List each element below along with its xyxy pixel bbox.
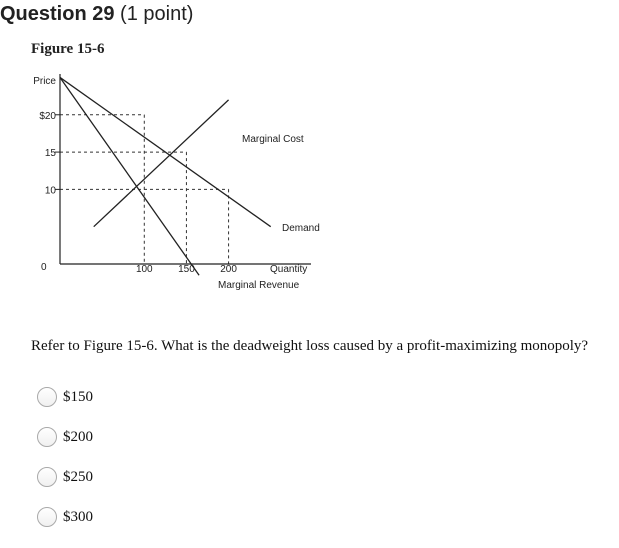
y-ticks	[39, 111, 60, 197]
question-text: Refer to Figure 15-6. What is the deadweight loss caused by a profit-maximizing monopoly?	[31, 338, 589, 354]
mr-label: Marginal Revenue	[218, 280, 300, 291]
question-points: (1 point)	[120, 3, 194, 25]
y-axis-label: Price	[33, 76, 56, 87]
marginal-revenue-curve	[60, 77, 199, 275]
x-axis-label: Quantity	[270, 264, 308, 275]
option-1[interactable]	[37, 385, 93, 409]
option-label-4: $300	[63, 508, 93, 525]
radio-button-1[interactable]	[37, 387, 57, 407]
radio-button-4[interactable]	[37, 507, 57, 527]
y-tick-label-10: 10	[44, 185, 56, 197]
demand-label: Demand	[282, 223, 320, 234]
x-tick-label-100: 100	[135, 264, 153, 275]
x-ticks	[136, 264, 237, 275]
x-tick-label-200: 200	[220, 264, 237, 275]
option-label-1: $150	[63, 388, 93, 405]
option-label-3: $250	[63, 468, 93, 485]
figure-title: Figure 15-6	[31, 41, 105, 57]
option-2[interactable]	[37, 425, 93, 449]
curves	[60, 77, 271, 275]
option-3[interactable]	[37, 465, 93, 489]
option-label-2: $200	[63, 428, 93, 445]
marginal-cost-curve	[94, 100, 229, 227]
radio-button-2[interactable]	[37, 427, 57, 447]
question-title: Question 29	[0, 3, 115, 25]
radio-button-3[interactable]	[37, 467, 57, 487]
mc-label: Marginal Cost	[242, 134, 304, 145]
y-tick-label-15: 15	[44, 148, 56, 160]
option-4[interactable]	[37, 505, 93, 529]
y-tick-label-20: $20	[39, 110, 56, 122]
origin-label: 0	[41, 262, 47, 273]
x-tick-label-150: 150	[178, 264, 195, 275]
